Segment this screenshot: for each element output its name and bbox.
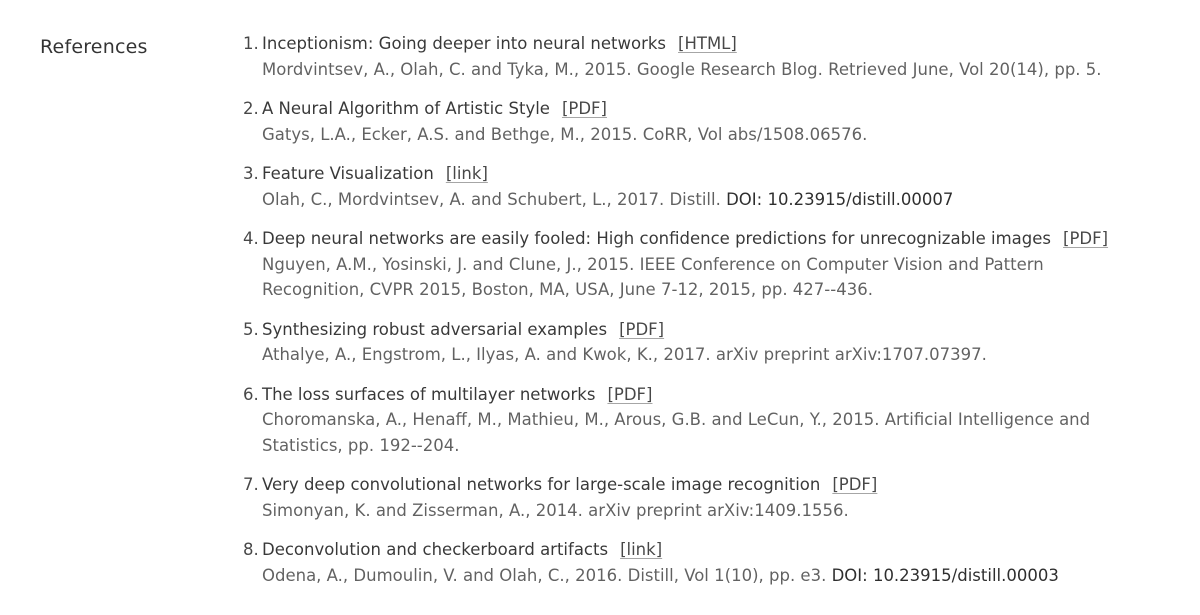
reference-doi: DOI: 10.23915/distill.00007 xyxy=(726,189,954,209)
reference-item xyxy=(243,382,1122,459)
reference-authors xyxy=(262,122,1122,148)
reference-authors xyxy=(262,342,1122,368)
reference-authors xyxy=(262,252,1122,303)
reference-number: 6. xyxy=(243,384,259,404)
reference-authors xyxy=(262,563,1122,589)
reference-number: 4. xyxy=(243,229,259,248)
reference-link[interactable]: [PDF] xyxy=(1063,229,1109,248)
references-heading: References xyxy=(40,36,148,58)
reference-citation: Gatys, L.A., Ecker, A.S. and Bethge, M., 2015. CoRR, Vol abs/1508.06576. xyxy=(262,124,868,144)
reference-item xyxy=(243,31,1122,82)
reference-number: 7. xyxy=(243,475,259,494)
reference-title: A Neural Algorithm of Artistic Style xyxy=(262,99,550,118)
reference-citation: Athalye, A., Engstrom, L., Ilyas, A. and Kwok, K., 2017. arXiv preprint arXiv:1707.07397. xyxy=(262,345,987,364)
reference-link[interactable]: [HTML] xyxy=(678,34,737,53)
reference-link[interactable]: [link] xyxy=(445,164,488,183)
reference-doi: DOI: 10.23915/distill.00003 xyxy=(831,565,1059,585)
reference-citation: Simonyan, K. and Zisserman, A., 2014. arXiv preprint arXiv:1409.1556. xyxy=(262,500,849,520)
reference-item xyxy=(243,96,1122,147)
reference-authors xyxy=(262,407,1122,458)
reference-authors xyxy=(262,498,1122,524)
reference-item xyxy=(243,226,1122,303)
reference-citation: Mordvintsev, A., Olah, C. and Tyka, M., 2015. Google Research Blog. Retrieved June, Vol 20(14), pp. 5. xyxy=(262,59,1102,79)
reference-citation: Nguyen, A.M., Yosinski, J. and Clune, J., 2015. IEEE Conference on Computer Vision and Pattern Recognition, CVPR 2015, Boston, MA, USA, June 7-12, 2015, pp. 427--436. xyxy=(262,254,1044,299)
reference-link[interactable]: [PDF] xyxy=(607,384,653,404)
reference-item xyxy=(243,472,1122,523)
reference-authors xyxy=(262,57,1122,83)
reference-number: 2. xyxy=(243,99,259,118)
reference-citation: Odena, A., Dumoulin, V. and Olah, C., 2016. Distill, Vol 1(10), pp. e3. xyxy=(262,565,827,585)
reference-link[interactable]: [PDF] xyxy=(561,99,607,118)
reference-item xyxy=(243,537,1122,588)
reference-authors xyxy=(262,187,1122,213)
reference-title: The loss surfaces of multilayer networks xyxy=(262,384,596,404)
reference-title: Feature Visualization xyxy=(262,164,434,183)
reference-link[interactable]: [PDF] xyxy=(619,319,665,339)
reference-title: Inceptionism: Going deeper into neural networks xyxy=(262,34,667,53)
reference-number: 8. xyxy=(243,540,259,559)
reference-title: Deep neural networks are easily fooled: High confidence predictions for unrecognizable images xyxy=(262,229,1052,248)
reference-item xyxy=(243,317,1122,368)
reference-number: 5. xyxy=(243,319,259,339)
reference-item xyxy=(243,161,1122,212)
reference-link[interactable]: [link] xyxy=(620,540,663,559)
reference-link[interactable]: [PDF] xyxy=(832,475,878,494)
reference-number: 3. xyxy=(243,164,259,183)
reference-number: 1. xyxy=(243,34,259,53)
reference-citation: Olah, C., Mordvintsev, A. and Schubert, L., 2017. Distill. xyxy=(262,189,721,209)
reference-title: Very deep convolutional networks for large-scale image recognition xyxy=(262,475,821,494)
reference-title: Synthesizing robust adversarial examples xyxy=(262,319,608,339)
reference-title: Deconvolution and checkerboard artifacts xyxy=(262,540,609,559)
reference-citation: Choromanska, A., Henaff, M., Mathieu, M., Arous, G.B. and LeCun, Y., 2015. Artificial Intelligence and Statistics, pp. 192--204. xyxy=(262,410,1091,455)
references-list xyxy=(243,31,1122,602)
